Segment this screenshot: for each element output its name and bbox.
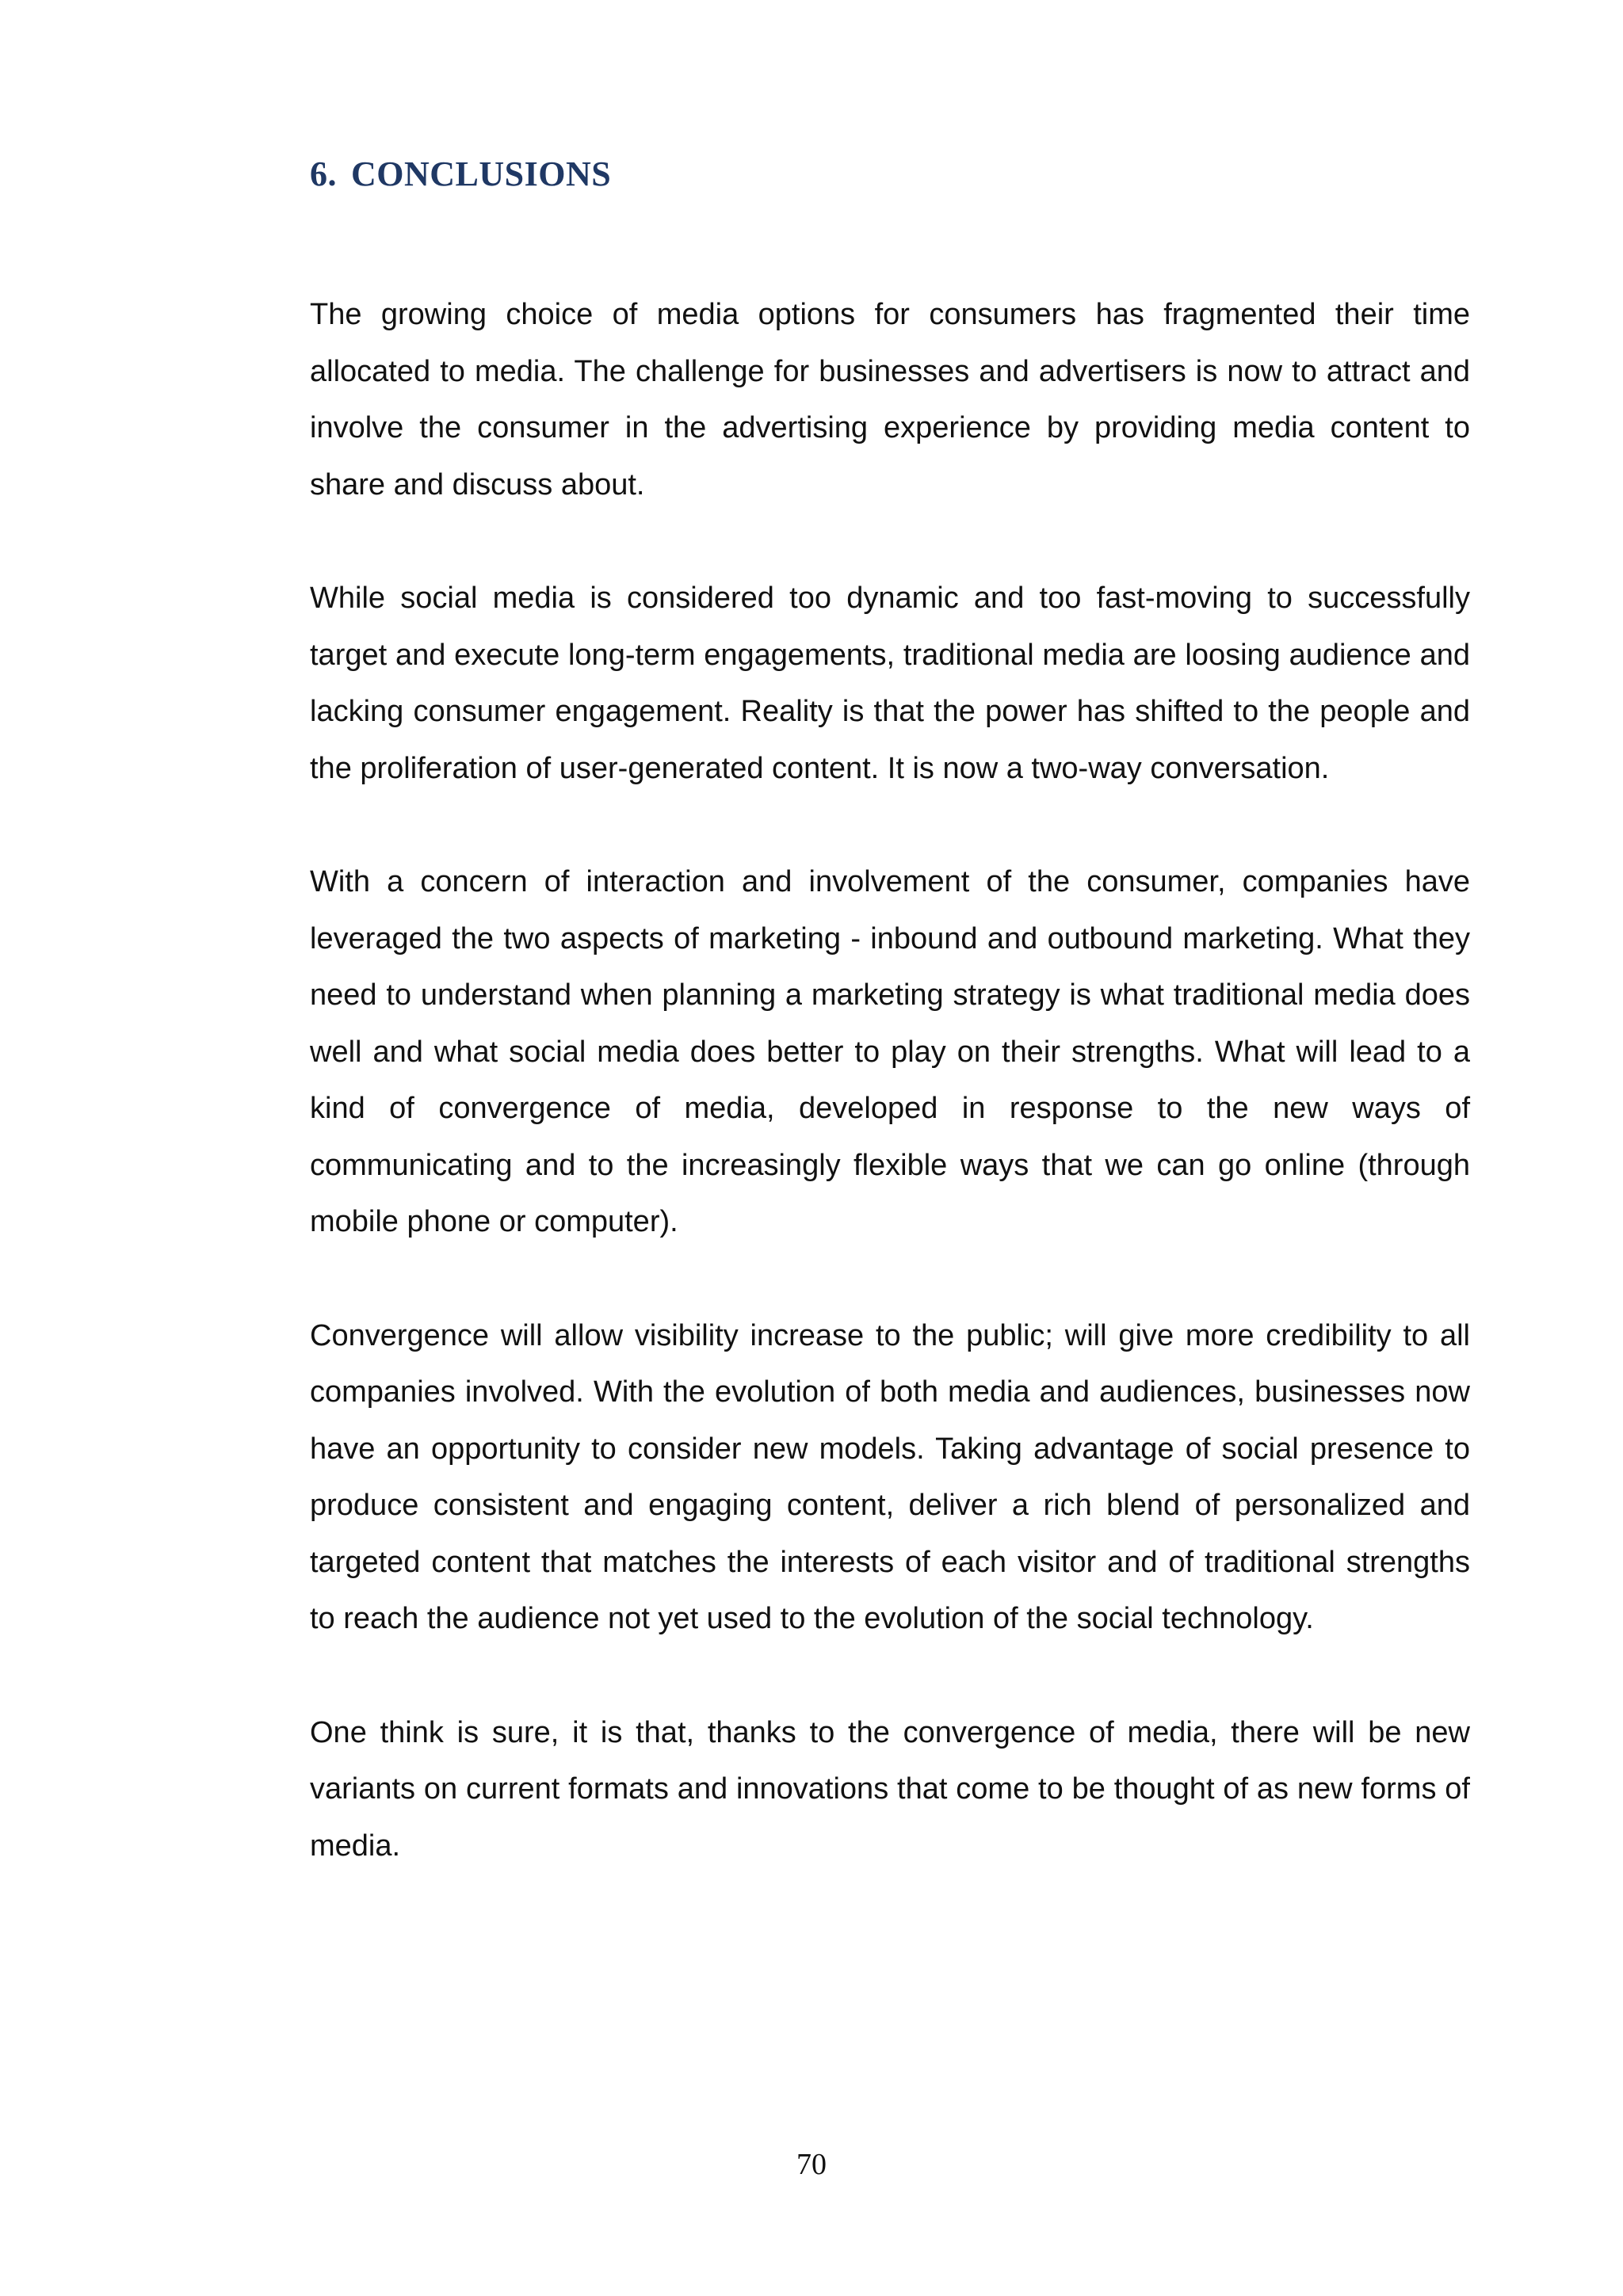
paragraph-2: While social media is considered too dynamic and too fast-moving to successfully target and execute long-term engagements, traditional media are loosing audience and lacking consumer engagement. Reality is that the power has shifted to the people and the proliferation of user-generated content. It is now a two-way conversation. — [310, 582, 1470, 785]
paragraph-3: With a concern of interaction and involvement of the consumer, companies have leveraged the two aspects of marketing - inbound and outbound marketing. What they need to understand when planning a marketing strategy is what traditional media does well and what social media does better to play on their strengths. What will lead to a kind of convergence of media, developed in response to the new ways of communicating and to the increasingly flexible ways that we can go online (through mobile phone or computer). — [310, 865, 1470, 1238]
page-content — [310, 151, 1470, 1932]
section-title: CONCLUSIONS — [351, 154, 612, 193]
page-number: 70 — [796, 2148, 827, 2181]
paragraph-5: One think is sure, it is that, thanks to the convergence of media, there will be new variants on current formats and innovations that come to be thought of as new forms of media. — [310, 1715, 1470, 1863]
paragraph-1: The growing choice of media options for consumers has fragmented their time allocated to media. The challenge for businesses and advertisers is now to attract and involve the consumer in the advertising experience by providing media content to share and discuss about. — [310, 298, 1470, 502]
section-number: 6. — [310, 154, 337, 193]
paragraph-4: Convergence will allow visibility increase to the public; will give more credibility to all companies involved. With the evolution of both media and audiences, businesses now have an opportunity to consider new models. Taking advantage of social presence to produce consistent and engaging content, deliver a rich blend of personalized and targeted content that matches the interests of each visitor and of traditional strengths to reach the audience not yet used to the evolution of the social technology. — [310, 1318, 1470, 1635]
section-heading — [310, 151, 1470, 198]
